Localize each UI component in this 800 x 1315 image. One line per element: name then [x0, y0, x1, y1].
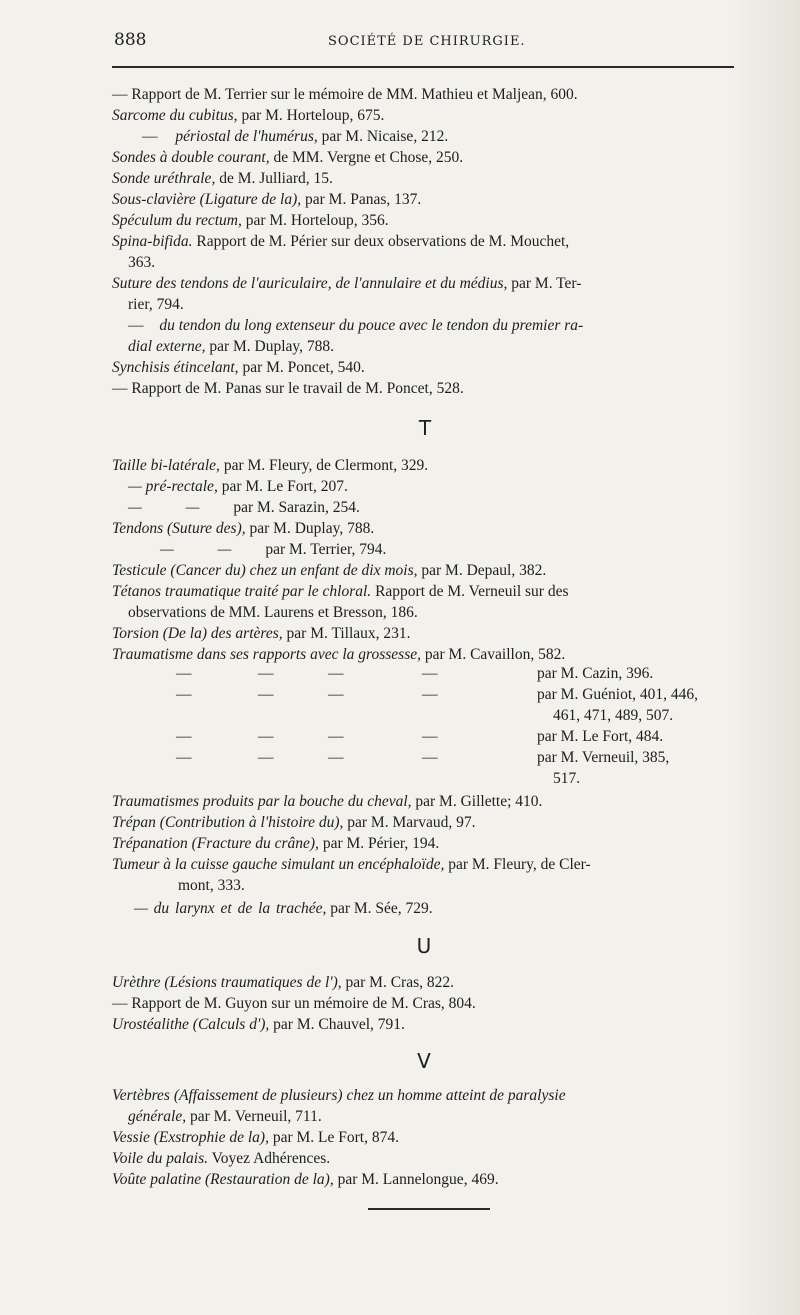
index-entry: Sonde uréthrale, de M. Julliard, 15.: [112, 170, 333, 187]
index-entry: Tétanos traumatique traité par le chloral. Rapport de M. Verneuil sur des: [112, 583, 569, 600]
ditto-mark: —: [422, 686, 438, 703]
index-entry: — du tendon du long extenseur du pouce avec le tendon du premier ra-: [128, 317, 584, 334]
index-entry: par M. Guéniot, 401, 446,: [537, 686, 699, 703]
index-entry: Sondes à double courant, de MM. Vergne et Chose, 250.: [112, 149, 464, 166]
header-rule: [112, 66, 734, 68]
section-letter-t: T: [418, 416, 432, 440]
index-entry: — Rapport de M. Panas sur le travail de M. Poncet, 528.: [112, 380, 464, 397]
ditto-mark: —: [328, 686, 344, 703]
index-entry: 461, 471, 489, 507.: [553, 707, 674, 724]
index-entry: par M. Cazin, 396.: [537, 665, 654, 682]
index-entry: — — par M. Terrier, 794.: [160, 541, 387, 558]
index-entry: dial externe, par M. Duplay, 788.: [128, 338, 335, 355]
index-entry: Tendons (Suture des), par M. Duplay, 788.: [112, 520, 375, 537]
index-entry: — périostal de l'humérus, par M. Nicaise, 212.: [142, 128, 449, 145]
section-letter-v: V: [417, 1049, 431, 1073]
index-entry: — — par M. Sarazin, 254.: [128, 499, 360, 516]
ditto-mark: —: [328, 665, 344, 682]
index-entry: Suture des tendons de l'auriculaire, de l'annulaire et du médius, par M. Ter-: [112, 275, 582, 292]
index-entry: Spéculum du rectum, par M. Horteloup, 356.: [112, 212, 389, 229]
index-entry: générale, par M. Verneuil, 711.: [128, 1108, 322, 1125]
index-entry: Spina-bifida. Rapport de M. Périer sur deux observations de M. Mouchet,: [112, 233, 570, 250]
index-entry: — Rapport de M. Terrier sur le mémoire de MM. Mathieu et Maljean, 600.: [112, 86, 578, 103]
index-entry: 363.: [128, 254, 156, 271]
index-entry: Traumatismes produits par la bouche du cheval, par M. Gillette; 410.: [112, 793, 543, 810]
running-title: SOCIÉTÉ DE CHIRURGIE.: [328, 34, 526, 49]
ditto-mark: —: [176, 749, 192, 766]
ditto-mark: —: [422, 728, 438, 745]
index-entry: Torsion (De la) des artères, par M. Tillaux, 231.: [112, 625, 411, 642]
ditto-mark: —: [258, 686, 274, 703]
ditto-mark: —: [258, 665, 274, 682]
index-entry: Trépan (Contribution à l'histoire du), par M. Marvaud, 97.: [112, 814, 476, 831]
index-entry: Tumeur à la cuisse gauche simulant un encéphaloïde, par M. Fleury, de Cler-: [112, 856, 591, 873]
index-entry: Taille bi-latérale, par M. Fleury, de Clermont, 329.: [112, 457, 429, 474]
index-entry: Traumatisme dans ses rapports avec la grossesse, par M. Cavaillon, 582.: [112, 646, 566, 663]
index-entry: observations de MM. Laurens et Bresson, 186.: [128, 604, 418, 621]
end-rule: [368, 1208, 490, 1210]
index-entry: Trépanation (Fracture du crâne), par M. Périer, 194.: [112, 835, 440, 852]
index-entry: — Rapport de M. Guyon sur un mémoire de M. Cras, 804.: [112, 995, 476, 1012]
ditto-mark: —: [258, 728, 274, 745]
index-entry: — du larynx et de la trachée, par M. Sée, 729.: [134, 900, 433, 917]
index-entry: Voûte palatine (Restauration de la), par M. Lannelongue, 469.: [112, 1171, 499, 1188]
page-edge-shadow: [730, 0, 800, 1315]
ditto-mark: —: [176, 665, 192, 682]
ditto-mark: —: [422, 665, 438, 682]
index-entry: — pré-rectale, par M. Le Fort, 207.: [128, 478, 348, 495]
ditto-mark: —: [176, 728, 192, 745]
ditto-mark: —: [258, 749, 274, 766]
index-entry: mont, 333.: [178, 877, 245, 894]
page-number: 888: [114, 30, 147, 50]
index-entry: par M. Le Fort, 484.: [537, 728, 664, 745]
index-entry: Urèthre (Lésions traumatiques de l'), par M. Cras, 822.: [112, 974, 454, 991]
index-entry: Urostéalithe (Calculs d'), par M. Chauvel, 791.: [112, 1016, 405, 1033]
index-entry: rier, 794.: [128, 296, 184, 313]
section-letter-u: U: [416, 934, 432, 958]
index-entry: Voile du palais. Voyez Adhérences.: [112, 1150, 331, 1167]
ditto-mark: —: [176, 686, 192, 703]
ditto-mark: —: [328, 749, 344, 766]
index-entry: Vessie (Exstrophie de la), par M. Le Fort, 874.: [112, 1129, 399, 1146]
index-entry: par M. Verneuil, 385,: [537, 749, 670, 766]
ditto-mark: —: [422, 749, 438, 766]
index-entry: Synchisis étincelant, par M. Poncet, 540.: [112, 359, 365, 376]
index-entry: Sous-clavière (Ligature de la), par M. Panas, 137.: [112, 191, 422, 208]
index-entry: 517.: [553, 770, 581, 787]
ditto-mark: —: [328, 728, 344, 745]
index-entry: Testicule (Cancer du) chez un enfant de dix mois, par M. Depaul, 382.: [112, 562, 547, 579]
index-entry: Vertèbres (Affaissement de plusieurs) chez un homme atteint de paralysie: [112, 1087, 566, 1104]
index-entry: Sarcome du cubitus, par M. Horteloup, 675.: [112, 107, 385, 124]
